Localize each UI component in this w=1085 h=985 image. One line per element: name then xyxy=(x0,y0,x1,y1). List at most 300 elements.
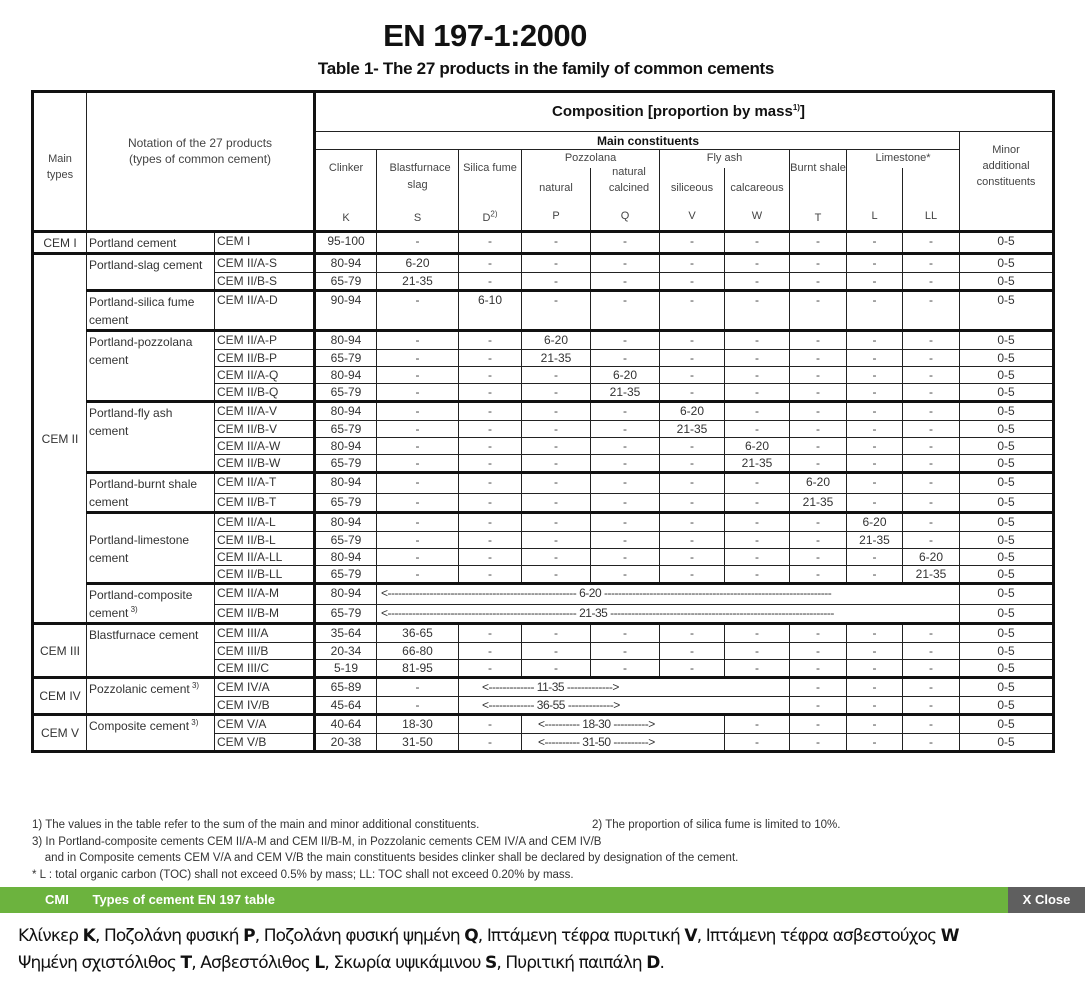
empty-value: - xyxy=(690,550,694,564)
table-header xyxy=(33,92,1054,232)
value-cell xyxy=(903,291,960,331)
value-cell xyxy=(725,660,790,678)
empty-value: - xyxy=(690,626,694,640)
empty-value: - xyxy=(872,567,877,581)
empty-value: - xyxy=(872,735,877,749)
value-cell xyxy=(459,566,522,584)
footnote-ref-2: 2) xyxy=(490,209,498,219)
value: 0-5 xyxy=(997,626,1015,640)
value: 0-5 xyxy=(997,735,1015,749)
family-name: Portland-slag cement xyxy=(89,258,203,272)
value-cell xyxy=(522,232,591,254)
value-cell xyxy=(847,402,903,421)
cement-code-cell xyxy=(215,493,315,512)
value-cell xyxy=(377,384,459,402)
value-cell xyxy=(790,455,847,473)
empty-value: - xyxy=(554,385,558,399)
empty-value: - xyxy=(816,567,820,581)
value-cell xyxy=(377,697,459,715)
empty-value: - xyxy=(554,274,558,288)
value-cell xyxy=(591,350,660,367)
value-cell xyxy=(725,624,790,643)
value-cell xyxy=(459,549,522,566)
cement-code-cell xyxy=(215,350,315,367)
value: 80-94 xyxy=(330,439,362,453)
empty-value: - xyxy=(488,456,492,470)
value: 0-5 xyxy=(997,494,1015,509)
cement-code-cell xyxy=(215,455,315,473)
value-cell xyxy=(377,566,459,584)
legend-item xyxy=(333,953,505,973)
empty-value: - xyxy=(755,274,759,288)
cement-code: CEM II/A-D xyxy=(217,293,278,307)
value-cell xyxy=(591,232,660,254)
header-col-letter-text: D xyxy=(482,212,491,224)
empty-value: - xyxy=(755,515,759,529)
value-cell xyxy=(725,643,790,660)
value-cell xyxy=(847,331,903,350)
value-cell xyxy=(847,734,903,752)
value: 21-35 xyxy=(802,494,834,509)
cement-code: CEM III/A xyxy=(217,626,269,640)
empty-value: - xyxy=(623,333,627,347)
empty-value: - xyxy=(554,644,558,658)
empty-value: - xyxy=(816,644,820,658)
value: 0-5 xyxy=(997,351,1015,365)
empty-value: - xyxy=(755,234,759,248)
legend-label: Ιπτάμενη τέφρα ασβεστούχος xyxy=(705,926,941,946)
value-cell xyxy=(315,455,377,473)
empty-value: - xyxy=(816,385,820,399)
empty-value: - xyxy=(929,661,933,675)
empty-value: - xyxy=(415,456,420,470)
empty-value: - xyxy=(816,735,820,749)
value: 21-35 xyxy=(676,422,708,436)
value-cell xyxy=(315,493,377,512)
spanning-value: <------------------------------------------------------ 21-35 ---------------------------------------------------------------- xyxy=(381,605,834,620)
value-cell xyxy=(315,438,377,455)
empty-value: - xyxy=(755,735,759,749)
footnotes xyxy=(32,817,841,883)
legend-label: Ψημένη σχιστόλιθος xyxy=(18,953,181,973)
header-col-name: calcareous xyxy=(730,181,784,194)
empty-value: - xyxy=(415,368,420,382)
empty-value: - xyxy=(755,644,759,658)
value: 65-89 xyxy=(330,680,362,694)
value-cell xyxy=(315,254,377,273)
value-cell xyxy=(790,254,847,273)
value-cell xyxy=(847,367,903,384)
value: 6-20 xyxy=(405,256,430,270)
empty-value: - xyxy=(488,385,492,399)
table-row xyxy=(33,678,1054,697)
value-cell xyxy=(903,331,960,350)
value-cell xyxy=(903,513,960,532)
value-cell xyxy=(377,532,459,549)
cement-code: CEM II/A-W xyxy=(217,439,281,453)
legend-item xyxy=(200,953,333,973)
family-name: Portland-silica fume cement xyxy=(89,295,195,327)
caption-bar xyxy=(0,887,1085,913)
spanning-value-cell xyxy=(522,715,725,734)
value-cell xyxy=(459,273,522,291)
footnote-ref-3: 3) xyxy=(189,681,200,690)
value: 0-5 xyxy=(997,605,1015,620)
value-cell xyxy=(660,384,725,402)
family-name-cell xyxy=(87,473,215,513)
value-cell xyxy=(522,331,591,350)
empty-value: - xyxy=(623,644,627,658)
value-cell xyxy=(377,367,459,384)
value-cell xyxy=(790,438,847,455)
table-caption: Table 1- The 27 products in the family of common cements xyxy=(317,59,775,78)
empty-value: - xyxy=(690,644,694,658)
value: 65-79 xyxy=(330,351,362,365)
empty-value: - xyxy=(755,494,759,509)
value: 0-5 xyxy=(997,680,1015,694)
value-cell xyxy=(591,549,660,566)
empty-value: - xyxy=(755,333,759,347)
value-cell xyxy=(790,532,847,549)
value-cell xyxy=(459,513,522,532)
value-cell xyxy=(903,715,960,734)
main-type-cell xyxy=(33,232,87,254)
value-cell xyxy=(903,455,960,473)
empty-value: - xyxy=(554,422,558,436)
value-cell xyxy=(725,402,790,421)
value-cell xyxy=(660,438,725,455)
empty-value: - xyxy=(554,234,558,248)
empty-value: - xyxy=(929,351,933,365)
header-col-letter: W xyxy=(751,209,763,222)
value-cell xyxy=(660,350,725,367)
header-main-types-label: Main types xyxy=(46,153,74,181)
empty-value: - xyxy=(755,550,759,564)
empty-value: - xyxy=(872,293,877,307)
value-cell xyxy=(522,438,591,455)
header-col-letter: Q xyxy=(620,209,630,222)
empty-value: - xyxy=(872,550,877,564)
empty-value: - xyxy=(554,456,558,470)
legend-separator: , xyxy=(254,926,264,946)
legend-label: Ιπτάμενη τέφρα πυριτική xyxy=(486,926,685,946)
value-cell xyxy=(847,384,903,402)
value: 0-5 xyxy=(997,422,1015,436)
value-cell xyxy=(725,566,790,584)
footnote-2: 2) The proportion of silica fume is limited to 10%. xyxy=(592,819,841,831)
value-cell xyxy=(960,493,1054,512)
value-cell xyxy=(660,273,725,291)
empty-value: - xyxy=(415,351,420,365)
empty-value: - xyxy=(755,533,759,547)
value-cell xyxy=(725,291,790,331)
value: 18-30 xyxy=(402,717,433,731)
empty-value: - xyxy=(623,626,627,640)
empty-value: - xyxy=(816,533,820,547)
value-cell xyxy=(459,734,522,752)
empty-value: - xyxy=(872,256,877,270)
empty-value: - xyxy=(690,333,694,347)
empty-value: - xyxy=(816,256,820,270)
value-cell xyxy=(522,549,591,566)
value-cell xyxy=(377,402,459,421)
value: 80-94 xyxy=(330,475,362,489)
value-cell xyxy=(960,473,1054,494)
value: 65-79 xyxy=(330,567,362,581)
legend-separator: , xyxy=(496,953,506,973)
value-cell xyxy=(591,660,660,678)
value-cell xyxy=(725,421,790,438)
value-cell xyxy=(725,438,790,455)
footnote-limestone: * L : total organic carbon (TOC) shall not exceed 0.5% by mass; LL: TOC shall not exceed 0.20% by mass. xyxy=(32,868,574,881)
cement-code: CEM V/A xyxy=(217,717,267,731)
value-cell xyxy=(847,624,903,643)
value-cell xyxy=(960,678,1054,697)
empty-value: - xyxy=(929,644,933,658)
value-cell xyxy=(790,367,847,384)
value: 21-35 xyxy=(741,456,773,470)
value-cell xyxy=(459,331,522,350)
value-cell xyxy=(377,291,459,331)
value: 0-5 xyxy=(997,368,1015,382)
family-name-cell xyxy=(87,624,215,678)
empty-value: - xyxy=(755,626,759,640)
empty-value: - xyxy=(816,234,820,248)
cement-code: CEM II/B-T xyxy=(217,494,277,509)
value-cell xyxy=(903,367,960,384)
value: 5-19 xyxy=(333,661,359,675)
value-cell xyxy=(847,678,903,697)
value-cell xyxy=(377,254,459,273)
value-cell xyxy=(459,367,522,384)
value: 0-5 xyxy=(997,333,1015,347)
value: 65-79 xyxy=(330,456,362,470)
cement-code: CEM II/A-Q xyxy=(217,368,279,382)
cement-code-cell xyxy=(215,438,315,455)
empty-value: - xyxy=(929,680,933,694)
value: 80-94 xyxy=(330,586,362,600)
legend-key: K xyxy=(82,926,95,946)
empty-value: - xyxy=(929,234,933,248)
empty-value: - xyxy=(623,256,627,270)
value-cell xyxy=(847,513,903,532)
value-cell xyxy=(960,549,1054,566)
empty-value: - xyxy=(690,368,694,382)
cement-code-cell xyxy=(215,734,315,752)
value-cell xyxy=(847,291,903,331)
legend-separator: , xyxy=(324,953,334,973)
cement-code: CEM II/A-V xyxy=(217,404,278,418)
value-cell xyxy=(847,566,903,584)
spanning-value: <---------- 31-50 ----------> xyxy=(538,735,655,749)
value: 0-5 xyxy=(997,567,1015,581)
legend-separator: . xyxy=(659,953,665,973)
empty-value: - xyxy=(872,351,877,365)
empty-value: - xyxy=(415,680,420,694)
empty-value: - xyxy=(929,626,933,640)
caption-title: Types of cement EN 197 table xyxy=(92,892,276,907)
empty-value: - xyxy=(929,456,933,470)
spanning-value-cell xyxy=(459,678,790,697)
caption-text xyxy=(45,892,275,907)
header-col-w xyxy=(725,168,790,232)
cement-code-cell xyxy=(215,513,315,532)
value-cell xyxy=(591,291,660,331)
empty-value: - xyxy=(929,422,933,436)
empty-value: - xyxy=(623,351,627,365)
value-cell xyxy=(960,232,1054,254)
value-cell xyxy=(960,513,1054,532)
value-cell xyxy=(660,566,725,584)
cement-code: CEM III/B xyxy=(217,644,269,658)
value-cell xyxy=(903,254,960,273)
value-cell xyxy=(591,624,660,643)
spanning-value: <------------- 11-35 -------------> xyxy=(482,680,619,694)
empty-value: - xyxy=(929,494,933,509)
value: 6-20 xyxy=(679,404,705,418)
empty-value: - xyxy=(623,422,627,436)
empty-value: - xyxy=(690,351,694,365)
empty-value: - xyxy=(929,256,933,270)
value-cell xyxy=(847,493,903,512)
value: 0-5 xyxy=(997,550,1015,564)
value-cell xyxy=(459,384,522,402)
value: 0-5 xyxy=(997,456,1015,470)
value-cell xyxy=(315,566,377,584)
value-cell xyxy=(591,402,660,421)
value-cell xyxy=(960,421,1054,438)
empty-value: - xyxy=(690,439,694,453)
value-cell xyxy=(459,232,522,254)
empty-value: - xyxy=(554,515,558,529)
value-cell xyxy=(847,254,903,273)
value-cell xyxy=(591,513,660,532)
value-cell xyxy=(459,643,522,660)
empty-value: - xyxy=(929,293,933,307)
value: 65-79 xyxy=(330,605,362,620)
empty-value: - xyxy=(488,661,492,675)
empty-value: - xyxy=(415,515,420,529)
table-row xyxy=(33,584,1054,605)
empty-value: - xyxy=(415,293,420,307)
header-composition-close: ] xyxy=(799,103,805,120)
value-cell xyxy=(725,273,790,291)
value-cell xyxy=(660,455,725,473)
empty-value: - xyxy=(554,661,558,675)
empty-value: - xyxy=(816,333,820,347)
value: 6-20 xyxy=(862,515,887,529)
family-name: Pozzolanic cement xyxy=(89,682,190,696)
value-cell xyxy=(522,421,591,438)
family-name-cell xyxy=(87,678,215,715)
empty-value: - xyxy=(690,256,694,270)
value-cell xyxy=(960,438,1054,455)
value-cell xyxy=(522,384,591,402)
empty-value: - xyxy=(872,368,877,382)
family-name-cell xyxy=(87,254,215,291)
value-cell xyxy=(790,232,847,254)
value-cell xyxy=(903,643,960,660)
value-cell xyxy=(790,331,847,350)
value-cell xyxy=(660,493,725,512)
empty-value: - xyxy=(488,550,492,564)
header-col-name: Silica fume xyxy=(463,162,517,174)
empty-value: - xyxy=(872,385,877,399)
cement-code-cell xyxy=(215,254,315,273)
value-cell xyxy=(790,493,847,512)
family-name: Portland cement xyxy=(89,236,177,250)
family-name: Portland-fly ash cement xyxy=(89,406,173,438)
main-type-cell xyxy=(33,715,87,752)
legend-item xyxy=(18,953,200,973)
cement-code-cell xyxy=(215,331,315,350)
legend-label: Ποζολάνη φυσική xyxy=(103,926,244,946)
value-cell xyxy=(522,643,591,660)
value-cell xyxy=(315,532,377,549)
cement-code: CEM IV/A xyxy=(217,680,270,694)
value-cell xyxy=(960,455,1054,473)
cement-code-cell xyxy=(215,273,315,291)
value-cell xyxy=(960,566,1054,584)
value-cell xyxy=(725,232,790,254)
value: 6-20 xyxy=(805,475,831,489)
empty-value: - xyxy=(872,494,877,509)
legend-key: Q xyxy=(464,926,478,946)
value-cell xyxy=(591,367,660,384)
value-cell xyxy=(459,473,522,494)
value: 21-35 xyxy=(402,274,433,288)
header-col-letter-text: T xyxy=(814,212,822,224)
empty-value: - xyxy=(816,661,820,675)
header-col-l xyxy=(847,168,903,232)
value-cell xyxy=(591,532,660,549)
value-cell xyxy=(591,254,660,273)
family-name: Portland-pozzolana cement xyxy=(89,335,193,367)
value: 0-5 xyxy=(997,439,1015,453)
value-cell xyxy=(847,232,903,254)
empty-value: - xyxy=(623,234,627,248)
empty-value: - xyxy=(872,661,877,675)
header-col-name xyxy=(903,168,965,196)
value-cell xyxy=(847,350,903,367)
legend-label: Κλίνκερ xyxy=(18,926,83,946)
family-name-cell xyxy=(87,232,215,254)
value: 65-79 xyxy=(330,494,362,509)
value-cell xyxy=(591,566,660,584)
value: 65-79 xyxy=(330,274,362,288)
family-name: Blastfurnace cement xyxy=(89,628,199,642)
value-cell xyxy=(522,402,591,421)
cement-code: CEM I xyxy=(217,234,251,248)
value: 6-20 xyxy=(918,550,944,564)
value-cell xyxy=(459,715,522,734)
footnote-3: 3) In Portland-composite cements CEM II/A-M and CEM II/B-M, in Pozzolanic cements CEM IV/A and CEM IV/B xyxy=(32,835,602,848)
family-name-cell xyxy=(87,513,215,584)
cement-code-cell xyxy=(215,624,315,643)
value-cell xyxy=(790,549,847,566)
header-group-pozzolana: Pozzolana xyxy=(522,150,660,168)
value-cell xyxy=(522,291,591,331)
spanning-value: <------------------------------------------------------ 6-20 ----------------------------------------------------------------- xyxy=(381,586,832,600)
header-col-name: siliceous xyxy=(670,181,714,194)
header-minor xyxy=(960,132,1054,232)
empty-value: - xyxy=(488,626,492,640)
value: 0-5 xyxy=(997,644,1015,658)
empty-value: - xyxy=(690,385,694,399)
value-cell xyxy=(960,660,1054,678)
header-col-k xyxy=(315,150,377,232)
close-button[interactable]: X Close xyxy=(1008,887,1085,913)
